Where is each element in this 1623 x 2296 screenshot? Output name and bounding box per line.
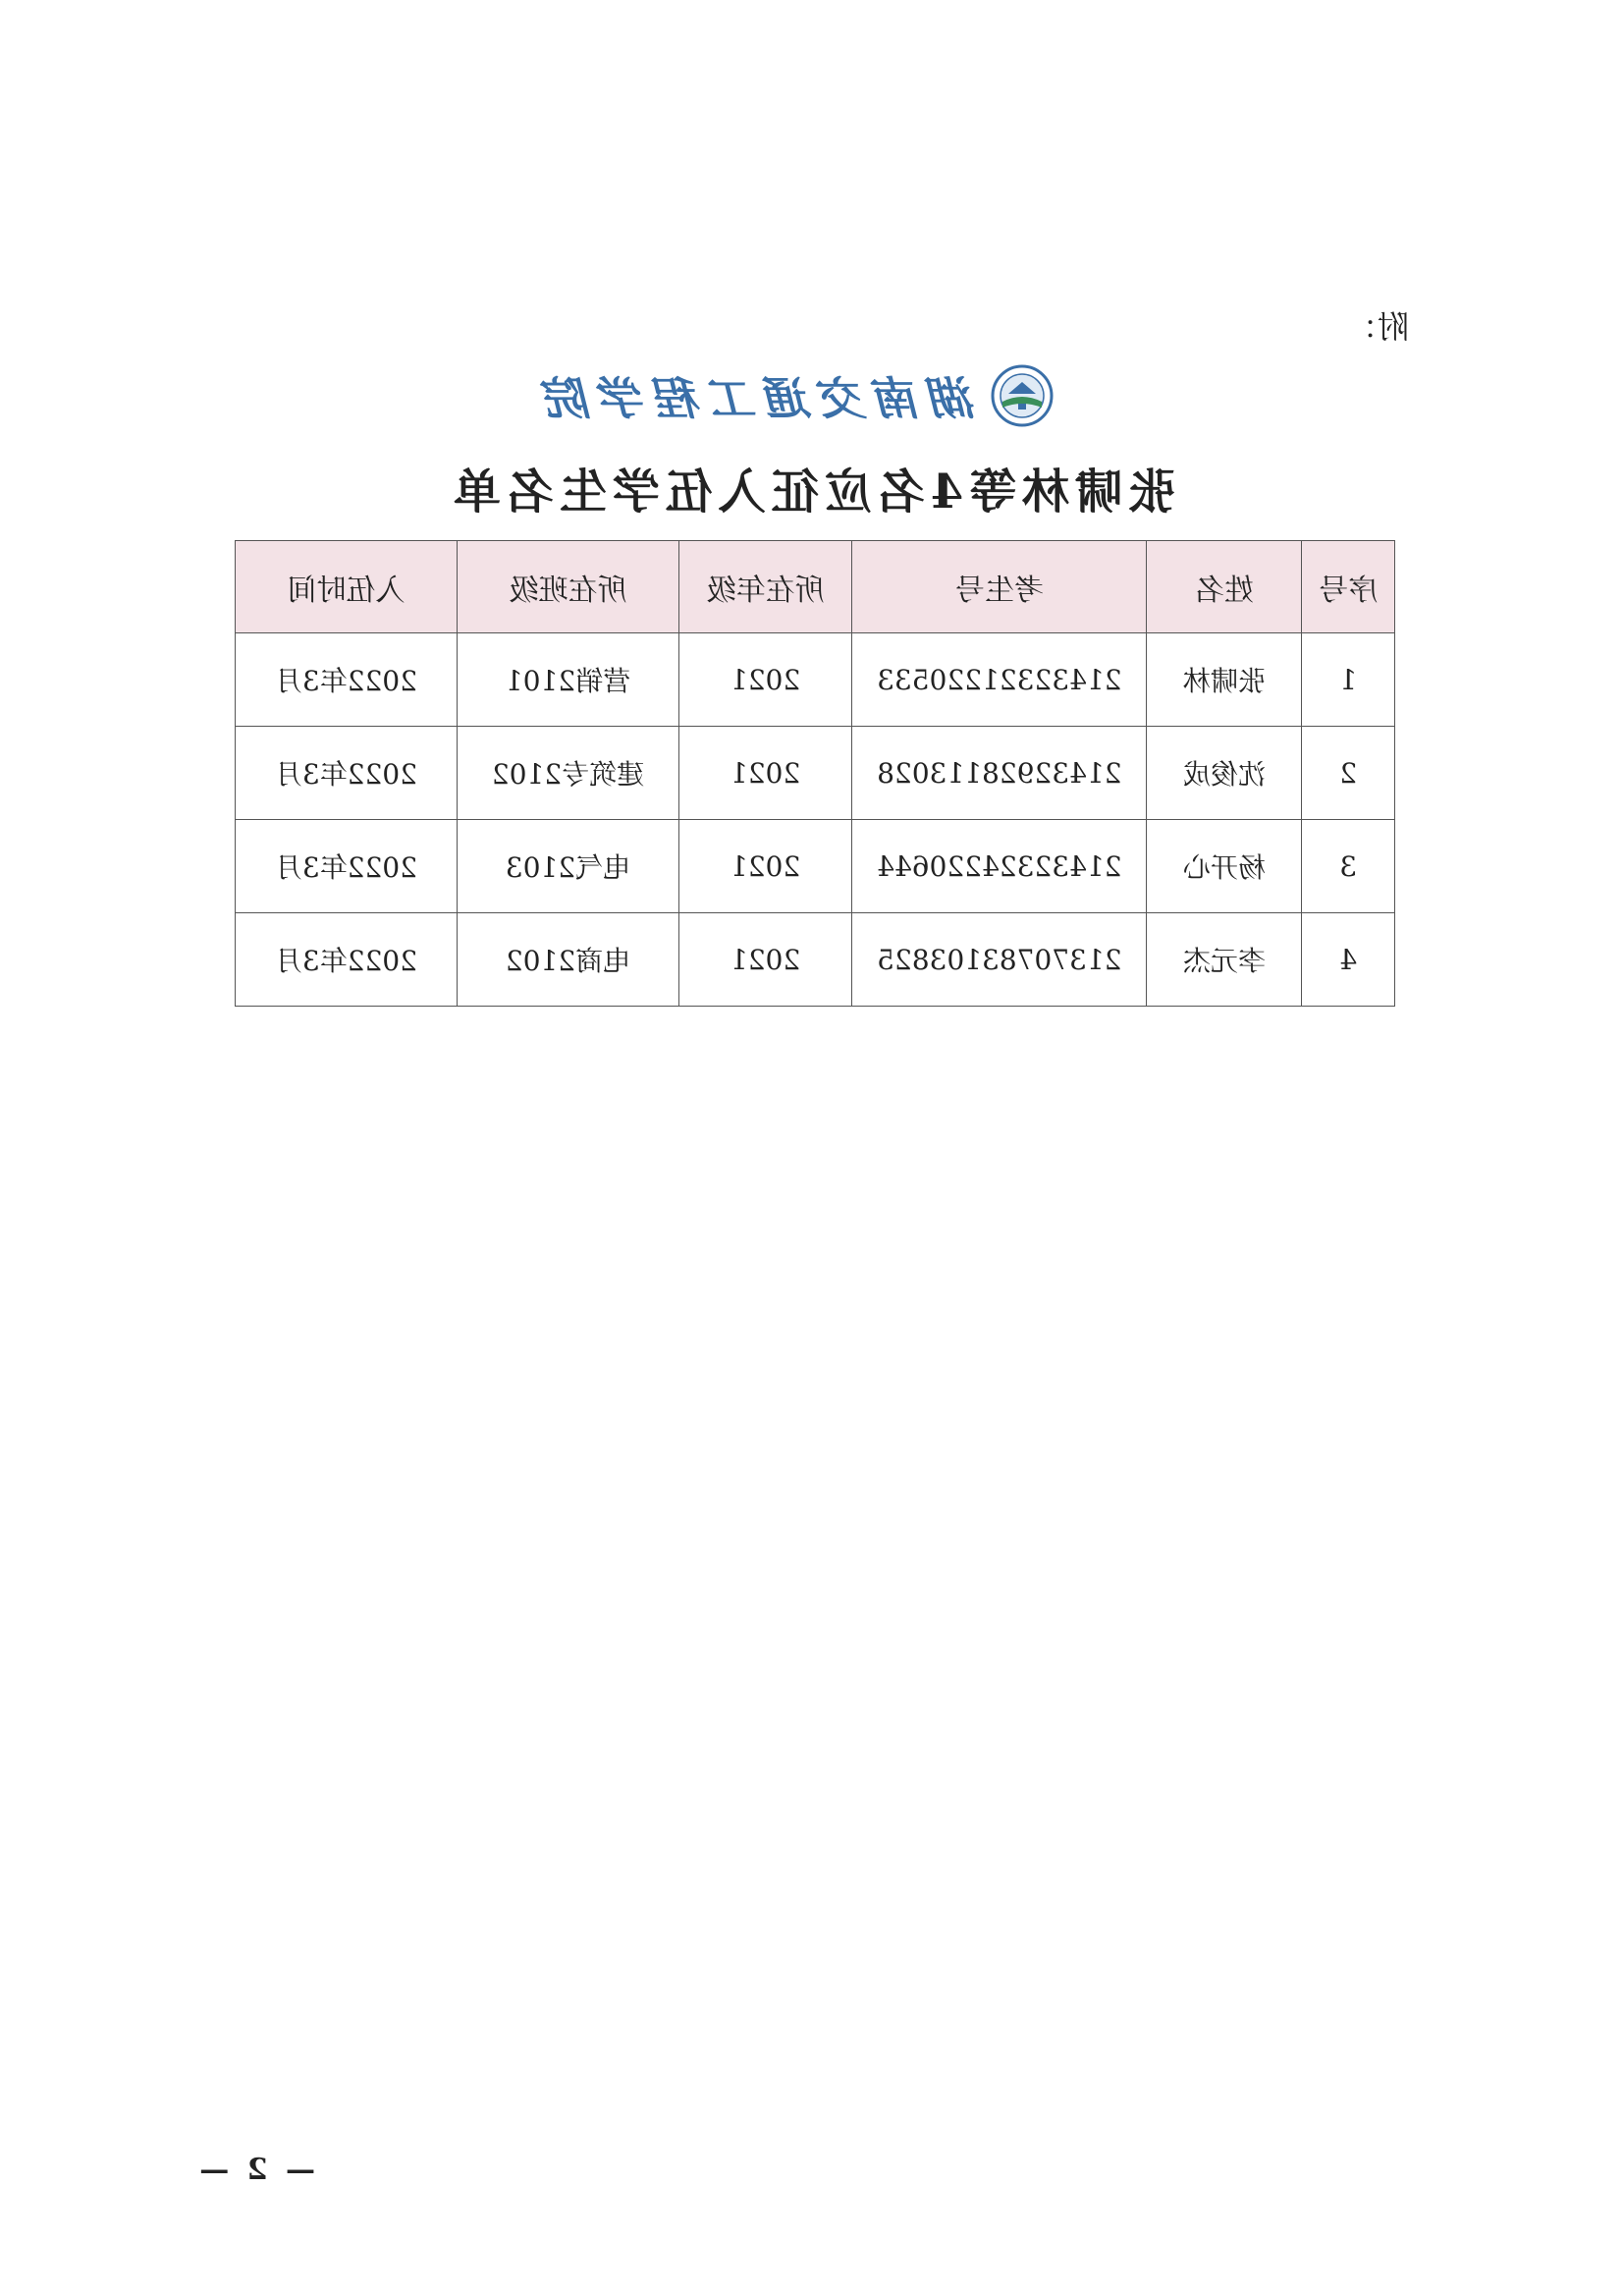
cell-class: 建筑专2102 (457, 727, 678, 820)
cell-name: 杨开心 (1147, 820, 1302, 913)
cell-name: 张啸林 (1147, 633, 1302, 727)
school-logo (537, 361, 1054, 430)
cell-grade: 2021 (678, 633, 851, 727)
school-seal-icon (991, 364, 1054, 427)
cell-name: 李元杰 (1147, 913, 1302, 1007)
cell-name: 沈俊成 (1147, 727, 1302, 820)
table-row (236, 633, 1395, 727)
cell-class: 电气2103 (457, 820, 678, 913)
cell-grade: 2021 (678, 727, 851, 820)
cell-grade: 2021 (678, 820, 851, 913)
header-student-id: 考生号 (852, 541, 1147, 633)
header-name: 姓名 (1147, 541, 1302, 633)
appendix-label: 附： (1345, 308, 1409, 346)
cell-grade: 2021 (678, 913, 851, 1007)
header-seq: 序号 (1302, 541, 1395, 633)
school-name-logo-text: 湖南交通工程学院 (537, 372, 977, 425)
cell-class: 电商2102 (457, 913, 678, 1007)
cell-seq: 4 (1302, 913, 1395, 1007)
cell-student-id: 21432928113028 (852, 727, 1147, 820)
cell-enlist-time: 2022年3月 (236, 820, 458, 913)
table-row (236, 727, 1395, 820)
page-number: — 2 — (195, 2153, 315, 2187)
cell-student-id: 21432324220644 (852, 820, 1147, 913)
cell-student-id: 21432321220533 (852, 633, 1147, 727)
table-row (236, 820, 1395, 913)
cell-student-id: 21370783103825 (852, 913, 1147, 1007)
cell-seq: 1 (1302, 633, 1395, 727)
document-title: 张啸林等4名应征入伍学生名单 (447, 465, 1176, 519)
header-enlist-time: 入伍时间 (236, 541, 458, 633)
table-header-row (236, 541, 1395, 633)
header-class: 所在班级 (457, 541, 678, 633)
enlisted-students-table (235, 540, 1395, 1007)
cell-class: 营销2101 (457, 633, 678, 727)
cell-enlist-time: 2022年3月 (236, 633, 458, 727)
cell-seq: 3 (1302, 820, 1395, 913)
header-grade: 所在年级 (678, 541, 851, 633)
cell-enlist-time: 2022年3月 (236, 913, 458, 1007)
table-row (236, 913, 1395, 1007)
cell-seq: 2 (1302, 727, 1395, 820)
cell-enlist-time: 2022年3月 (236, 727, 458, 820)
